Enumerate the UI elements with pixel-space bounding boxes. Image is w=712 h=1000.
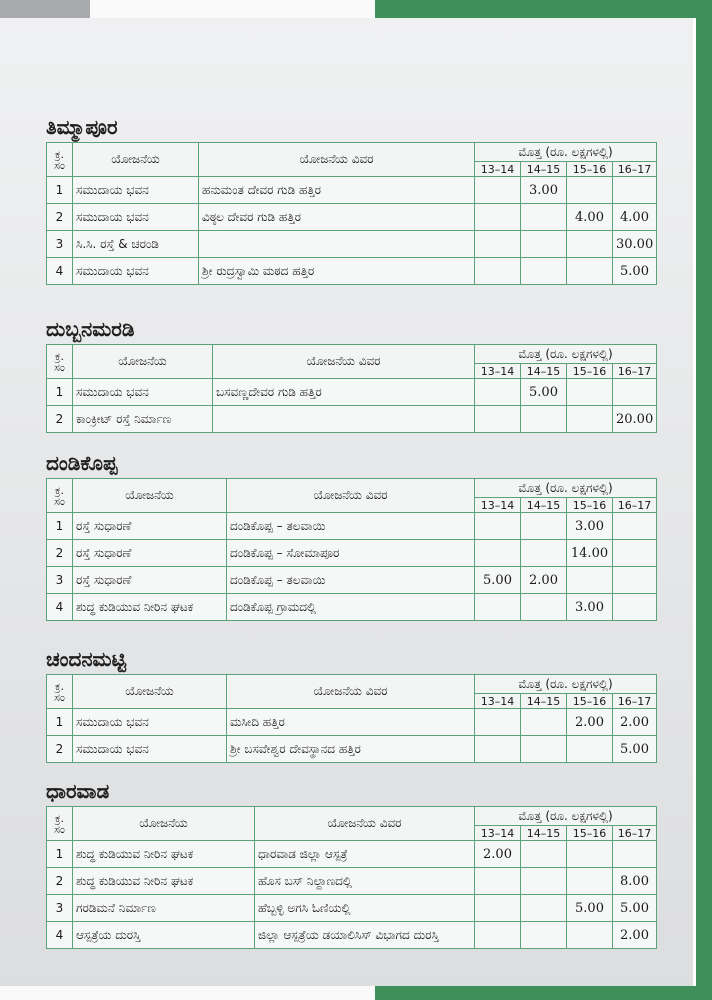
row-amount: [567, 868, 613, 895]
row-scheme: ಸಮುದಾಯ ಭವನ: [73, 709, 227, 736]
row-amount: [613, 513, 657, 540]
row-detail: ದಂಡಿಕೊಪ್ಪ ಗ್ರಾಮದಲ್ಲಿ: [227, 594, 475, 621]
table-row: [47, 736, 657, 763]
table-row: [47, 709, 657, 736]
row-detail: ದಂಡಿಕೊಪ್ಪ – ತಲವಾಯಿ: [227, 567, 475, 594]
row-amount: [521, 258, 567, 285]
header-year: 16–17: [613, 694, 657, 709]
row-amount: [475, 594, 521, 621]
row-amount: [613, 177, 657, 204]
header-year: 13–14: [475, 498, 521, 513]
header-year: 13–14: [475, 826, 521, 841]
row-scheme: ಸಮುದಾಯ ಭವನ: [73, 204, 199, 231]
table-row: [47, 513, 657, 540]
village-section: [46, 314, 656, 433]
header-scheme: ಯೋಜನೆಯ: [73, 143, 199, 177]
table-row: [47, 922, 657, 949]
row-amount: [475, 868, 521, 895]
section-title: ಧಾರವಾಡ: [46, 779, 110, 803]
header-serial: [47, 345, 73, 379]
works-table: [46, 806, 657, 949]
bottom-green-band: [375, 986, 712, 1000]
header-total: ಮೊತ್ತ (ರೂ. ಲಕ್ಷಗಳಲ್ಲಿ): [475, 479, 657, 498]
row-number: 2: [47, 736, 73, 763]
row-number: 1: [47, 513, 73, 540]
row-detail: ಶ್ರೀ ರುದ್ರಸ್ವಾಮಿ ಮಠದ ಹತ್ತಿರ: [199, 258, 475, 285]
row-amount: [613, 379, 657, 406]
table-row: [47, 841, 657, 868]
header-details: ಯೋಜನೆಯ ವಿವರ: [199, 143, 475, 177]
header-year: 16–17: [613, 826, 657, 841]
row-amount: [613, 567, 657, 594]
row-amount: [613, 540, 657, 567]
row-amount: [521, 736, 567, 763]
row-number: 4: [47, 594, 73, 621]
row-amount: 5.00: [613, 258, 657, 285]
header-year: 14–15: [521, 498, 567, 513]
row-detail: [213, 406, 475, 433]
village-section: [46, 448, 656, 621]
row-detail: ಹನುಮಂತ ದೇವರ ಗುಡಿ ಹತ್ತಿರ: [199, 177, 475, 204]
row-scheme: ರಸ್ತೆ ಸುಧಾರಣೆ: [73, 567, 227, 594]
row-scheme: ಸಮುದಾಯ ಭವನ: [73, 177, 199, 204]
header-scheme: ಯೋಜನೆಯ: [73, 675, 227, 709]
header-total: ಮೊತ್ತ (ರೂ. ಲಕ್ಷಗಳಲ್ಲಿ): [475, 807, 657, 826]
section-title: ದಂಡಿಕೊಪ್ಪ: [46, 451, 118, 475]
row-number: 2: [47, 406, 73, 433]
row-amount: [475, 379, 521, 406]
header-year: 15–16: [567, 498, 613, 513]
row-amount: 5.00: [521, 379, 567, 406]
section-title: ತಿಮ್ಮಾಪೂರ: [46, 115, 118, 139]
row-amount: [475, 204, 521, 231]
row-amount: [521, 204, 567, 231]
header-scheme: ಯೋಜನೆಯ: [73, 807, 255, 841]
header-serial: [47, 675, 73, 709]
row-number: 2: [47, 540, 73, 567]
row-scheme: ಸಿ.ಸಿ. ರಸ್ತೆ & ಚರಂಡಿ: [73, 231, 199, 258]
row-detail: ದಂಡಿಕೊಪ್ಪ – ತಲವಾಯಿ: [227, 513, 475, 540]
row-scheme: ಗರಡಿಮನೆ ನಿರ್ಮಾಣ: [73, 895, 255, 922]
header-year: 13–14: [475, 364, 521, 379]
top-green-band: [375, 0, 712, 18]
header-year: 16–17: [613, 364, 657, 379]
row-amount: 30.00: [613, 231, 657, 258]
row-amount: [521, 709, 567, 736]
header-year: 14–15: [521, 826, 567, 841]
row-detail: ಹೆಬ್ಬಳ್ಳಿ ಅಗಸಿ ಓಣಿಯಲ್ಲಿ: [255, 895, 475, 922]
row-amount: 2.00: [567, 709, 613, 736]
row-amount: [613, 594, 657, 621]
row-amount: 8.00: [613, 868, 657, 895]
works-table: [46, 142, 657, 285]
row-amount: [613, 841, 657, 868]
row-number: 2: [47, 204, 73, 231]
row-amount: [567, 258, 613, 285]
works-table: [46, 674, 657, 763]
row-number: 3: [47, 231, 73, 258]
row-amount: [475, 709, 521, 736]
row-amount: 3.00: [567, 513, 613, 540]
row-number: 1: [47, 379, 73, 406]
row-number: 4: [47, 922, 73, 949]
header-year: 13–14: [475, 694, 521, 709]
top-grey-band: [0, 0, 90, 18]
row-amount: [521, 594, 567, 621]
header-year: 15–16: [567, 364, 613, 379]
header-serial-line1: ಕ್ರ.: [55, 349, 64, 363]
row-amount: [475, 513, 521, 540]
row-amount: 5.00: [613, 895, 657, 922]
bottom-white-band: [0, 986, 375, 1000]
row-scheme: ಶುದ್ಧ ಕುಡಿಯುವ ನೀರಿನ ಘಟಕ: [73, 868, 255, 895]
row-amount: [521, 895, 567, 922]
header-year: 16–17: [613, 162, 657, 177]
table-row: [47, 379, 657, 406]
row-amount: [521, 406, 567, 433]
row-scheme: ಆಸ್ಪತ್ರೆಯ ದುರಸ್ತಿ: [73, 922, 255, 949]
table-row: [47, 177, 657, 204]
row-number: 3: [47, 567, 73, 594]
row-number: 3: [47, 895, 73, 922]
row-amount: [567, 841, 613, 868]
row-amount: [521, 513, 567, 540]
works-table: [46, 344, 657, 433]
row-number: 1: [47, 841, 73, 868]
header-serial-line1: ಕ್ರ.: [55, 679, 64, 693]
row-detail: ಹೊಸ ಬಸ್ ನಿಲ್ದಾಣದಲ್ಲಿ: [255, 868, 475, 895]
header-year: 14–15: [521, 162, 567, 177]
table-row: [47, 540, 657, 567]
table-row: [47, 868, 657, 895]
header-year: 16–17: [613, 498, 657, 513]
table-row: [47, 204, 657, 231]
header-serial: [47, 479, 73, 513]
header-serial: [47, 807, 73, 841]
row-amount: [567, 177, 613, 204]
row-amount: [521, 922, 567, 949]
row-detail: ಧಾರವಾಡ ಜಿಲ್ಲಾ ಆಸ್ಪತ್ರೆ: [255, 841, 475, 868]
header-serial-line2: ಸಂ: [54, 158, 65, 172]
row-amount: [475, 231, 521, 258]
header-serial: [47, 143, 73, 177]
row-amount: [475, 540, 521, 567]
row-amount: [475, 736, 521, 763]
row-scheme: ರಸ್ತೆ ಸುಧಾರಣೆ: [73, 513, 227, 540]
header-serial-line1: ಕ್ರ.: [55, 483, 64, 497]
row-amount: [475, 922, 521, 949]
row-amount: [475, 406, 521, 433]
row-scheme: ಸಮುದಾಯ ಭವನ: [73, 736, 227, 763]
row-amount: [521, 231, 567, 258]
row-detail: ಬಸವಣ್ಣದೇವರ ಗುಡಿ ಹತ್ತಿರ: [213, 379, 475, 406]
header-scheme: ಯೋಜನೆಯ: [73, 479, 227, 513]
header-total: ಮೊತ್ತ (ರೂ. ಲಕ್ಷಗಳಲ್ಲಿ): [475, 675, 657, 694]
village-section: [46, 776, 656, 949]
row-amount: [475, 258, 521, 285]
row-amount: 2.00: [613, 922, 657, 949]
header-serial-line2: ಸಂ: [54, 690, 65, 704]
row-amount: 4.00: [567, 204, 613, 231]
row-amount: [567, 567, 613, 594]
village-section: [46, 644, 656, 763]
row-detail: ವಿಠ್ಠಲ ದೇವರ ಗುಡಿ ಹತ್ತಿರ: [199, 204, 475, 231]
right-green-band: [696, 0, 712, 1000]
header-year: 15–16: [567, 162, 613, 177]
header-serial-line2: ಸಂ: [54, 494, 65, 508]
header-details: ಯೋಜನೆಯ ವಿವರ: [255, 807, 475, 841]
row-amount: [475, 895, 521, 922]
row-detail: ಜಿಲ್ಲಾ ಆಸ್ಪತ್ರೆಯ ಡಯಾಲಿಸಿಸ್ ವಿಭಾಗದ ದುರಸ್ತಿ: [255, 922, 475, 949]
row-scheme: ಸಮುದಾಯ ಭವನ: [73, 379, 213, 406]
header-serial-line1: ಕ್ರ.: [55, 811, 64, 825]
row-amount: [521, 540, 567, 567]
row-amount: 3.00: [567, 594, 613, 621]
header-total: ಮೊತ್ತ (ರೂ. ಲಕ್ಷಗಳಲ್ಲಿ): [475, 345, 657, 364]
row-amount: 2.00: [521, 567, 567, 594]
row-amount: [521, 841, 567, 868]
header-year: 15–16: [567, 826, 613, 841]
header-total: ಮೊತ್ತ (ರೂ. ಲಕ್ಷಗಳಲ್ಲಿ): [475, 143, 657, 162]
header-year: 14–15: [521, 364, 567, 379]
village-section: [46, 112, 656, 285]
row-scheme: ಶುದ್ಧ ಕುಡಿಯುವ ನೀರಿನ ಘಟಕ: [73, 841, 255, 868]
row-detail: ಶ್ರೀ ಬಸವೇಶ್ವರ ದೇವಸ್ಥಾನದ ಹತ್ತಿರ: [227, 736, 475, 763]
row-amount: [521, 868, 567, 895]
row-amount: [567, 736, 613, 763]
row-amount: [567, 231, 613, 258]
row-detail: ಮಸೀದಿ ಹತ್ತಿರ: [227, 709, 475, 736]
table-row: [47, 406, 657, 433]
row-number: 4: [47, 258, 73, 285]
row-amount: [567, 406, 613, 433]
header-year: 15–16: [567, 694, 613, 709]
row-amount: 20.00: [613, 406, 657, 433]
row-amount: [567, 379, 613, 406]
header-year: 13–14: [475, 162, 521, 177]
table-row: [47, 258, 657, 285]
header-details: ಯೋಜನೆಯ ವಿವರ: [227, 479, 475, 513]
section-title: ಚಂದನಮಟ್ಟಿ: [46, 647, 127, 671]
top-white-band: [90, 0, 375, 18]
row-amount: 3.00: [521, 177, 567, 204]
row-amount: 14.00: [567, 540, 613, 567]
row-scheme: ರಸ್ತೆ ಸುಧಾರಣೆ: [73, 540, 227, 567]
header-details: ಯೋಜನೆಯ ವಿವರ: [213, 345, 475, 379]
row-scheme: ಕಾಂಕ್ರೀಟ್ ರಸ್ತೆ ನಿರ್ಮಾಣ: [73, 406, 213, 433]
row-amount: [567, 922, 613, 949]
section-title: ದುಬ್ಬನಮರಡಿ: [46, 317, 135, 341]
table-row: [47, 567, 657, 594]
row-amount: [475, 177, 521, 204]
header-serial-line2: ಸಂ: [54, 360, 65, 374]
row-number: 1: [47, 177, 73, 204]
row-detail: [199, 231, 475, 258]
row-amount: 2.00: [613, 709, 657, 736]
row-scheme: ಸಮುದಾಯ ಭವನ: [73, 258, 199, 285]
row-amount: 2.00: [475, 841, 521, 868]
row-number: 1: [47, 709, 73, 736]
row-detail: ದಂಡಿಕೊಪ್ಪ – ಸೋಮಾಪೂರ: [227, 540, 475, 567]
row-amount: 5.00: [475, 567, 521, 594]
header-scheme: ಯೋಜನೆಯ: [73, 345, 213, 379]
header-details: ಯೋಜನೆಯ ವಿವರ: [227, 675, 475, 709]
row-amount: 5.00: [567, 895, 613, 922]
table-row: [47, 895, 657, 922]
works-table: [46, 478, 657, 621]
row-number: 2: [47, 868, 73, 895]
row-amount: 4.00: [613, 204, 657, 231]
table-row: [47, 231, 657, 258]
table-row: [47, 594, 657, 621]
header-year: 14–15: [521, 694, 567, 709]
row-scheme: ಶುದ್ಧ ಕುಡಿಯುವ ನೀರಿನ ಘಟಕ: [73, 594, 227, 621]
row-amount: 5.00: [613, 736, 657, 763]
header-serial-line2: ಸಂ: [54, 822, 65, 836]
header-serial-line1: ಕ್ರ.: [55, 147, 64, 161]
